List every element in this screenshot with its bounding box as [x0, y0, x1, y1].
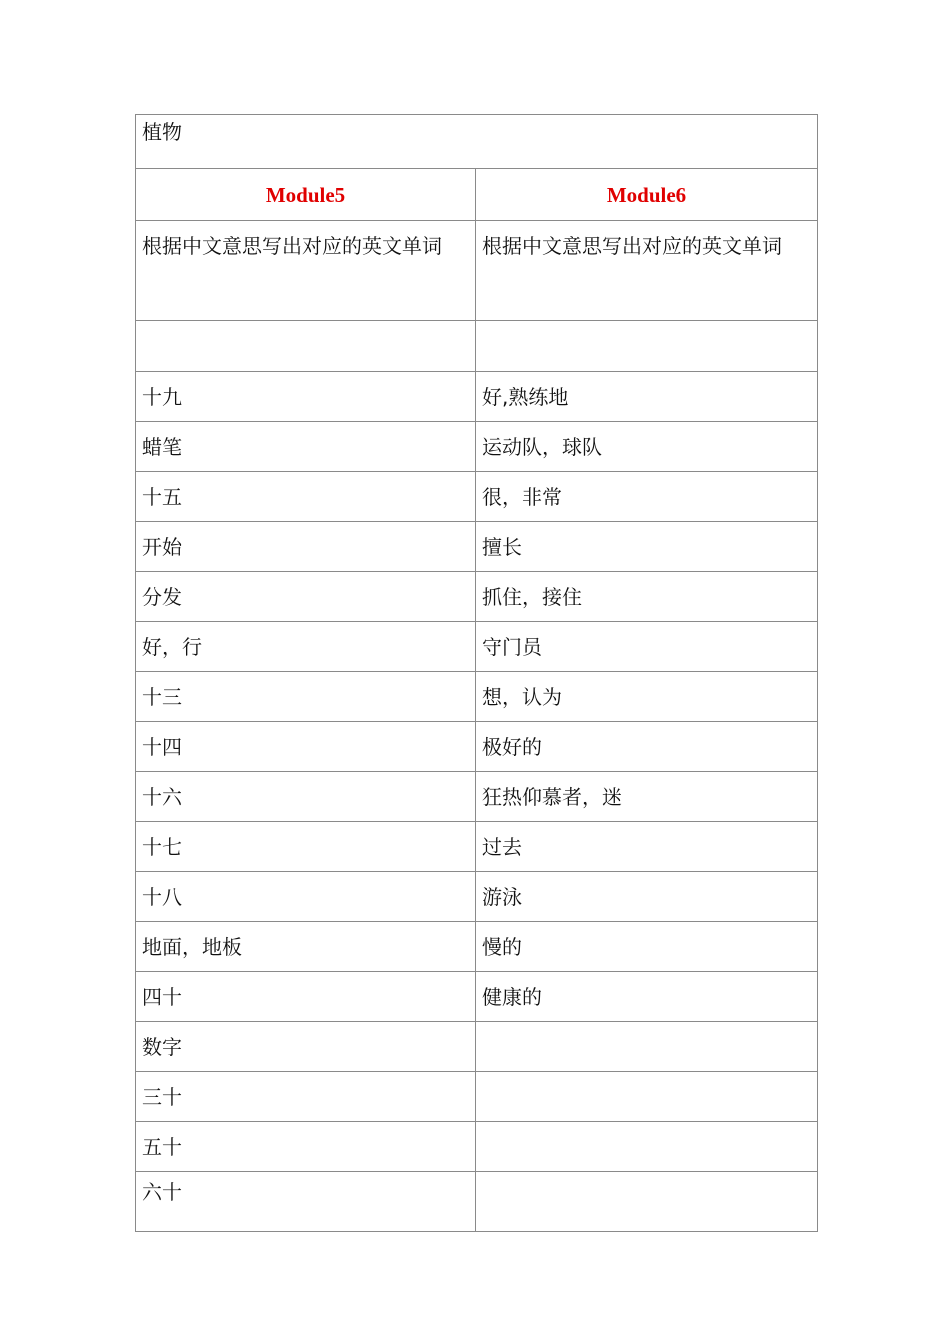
module6-word-cell: 守门员: [476, 622, 818, 672]
module5-word-cell: 十三: [136, 672, 476, 722]
instruction-left: 根据中文意思写出对应的英文单词: [136, 221, 476, 321]
word-row: [136, 822, 818, 872]
module5-word-cell: 十七: [136, 822, 476, 872]
module5-word-cell: 地面，地板: [136, 922, 476, 972]
module6-header: Module6: [476, 169, 818, 221]
word-row: [136, 1022, 818, 1072]
word-row: [136, 922, 818, 972]
word-row: [136, 472, 818, 522]
module6-word-cell: 健康的: [476, 972, 818, 1022]
word-row: [136, 1172, 818, 1232]
module5-word-cell: 数字: [136, 1022, 476, 1072]
module6-word-cell: 狂热仰慕者，迷: [476, 772, 818, 822]
word-row: [136, 572, 818, 622]
module6-word-cell: [476, 1022, 818, 1072]
module5-word-cell: 十五: [136, 472, 476, 522]
module5-word-cell: 十八: [136, 872, 476, 922]
module6-word-cell: [476, 1172, 818, 1232]
blank-row: [136, 321, 818, 372]
module5-word-cell: 好，行: [136, 622, 476, 672]
module5-word-cell: 三十: [136, 1072, 476, 1122]
word-row: [136, 872, 818, 922]
word-row: [136, 1122, 818, 1172]
module5-word-cell: 十六: [136, 772, 476, 822]
word-row: [136, 722, 818, 772]
module6-word-cell: 想，认为: [476, 672, 818, 722]
word-row: [136, 372, 818, 422]
blank-cell-right: [476, 321, 818, 372]
word-row: [136, 422, 818, 472]
module6-word-cell: 慢的: [476, 922, 818, 972]
word-row: [136, 622, 818, 672]
word-row: [136, 772, 818, 822]
module5-word-cell: 六十: [136, 1172, 476, 1232]
module6-word-cell: 运动队，球队: [476, 422, 818, 472]
module5-word-cell: 十四: [136, 722, 476, 772]
module-header-row: [136, 169, 818, 221]
word-row: [136, 522, 818, 572]
instruction-row: [136, 221, 818, 321]
module6-word-cell: 很，非常: [476, 472, 818, 522]
word-row: [136, 672, 818, 722]
module5-word-cell: 分发: [136, 572, 476, 622]
module6-word-cell: [476, 1072, 818, 1122]
module6-word-cell: 游泳: [476, 872, 818, 922]
vocabulary-table: [135, 114, 818, 1232]
module6-word-cell: 抓住，接住: [476, 572, 818, 622]
module6-word-cell: 极好的: [476, 722, 818, 772]
module5-word-cell: 十九: [136, 372, 476, 422]
module6-word-cell: 好,熟练地: [476, 372, 818, 422]
word-row: [136, 1072, 818, 1122]
module6-word-cell: 擅长: [476, 522, 818, 572]
word-row: [136, 972, 818, 1022]
table-top-row: [136, 115, 818, 169]
module6-word-cell: [476, 1122, 818, 1172]
module5-header: Module5: [136, 169, 476, 221]
blank-cell-left: [136, 321, 476, 372]
module5-word-cell: 五十: [136, 1122, 476, 1172]
instruction-right: 根据中文意思写出对应的英文单词: [476, 221, 818, 321]
module5-word-cell: 开始: [136, 522, 476, 572]
module5-word-cell: 蜡笔: [136, 422, 476, 472]
module5-word-cell: 四十: [136, 972, 476, 1022]
module6-word-cell: 过去: [476, 822, 818, 872]
top-label-cell: 植物: [136, 115, 818, 169]
